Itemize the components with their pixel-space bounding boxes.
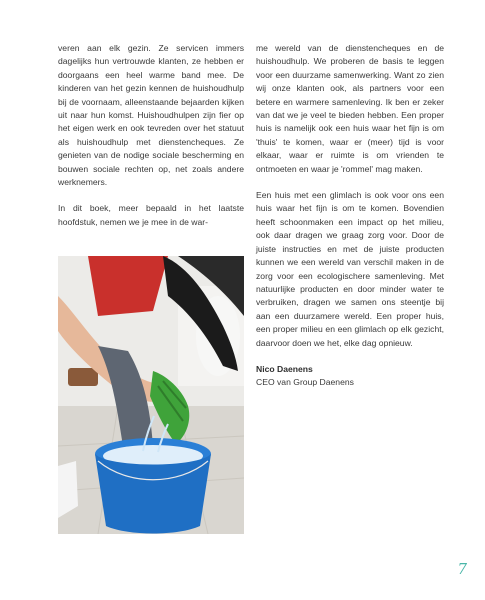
right-column bbox=[256, 42, 444, 390]
left-paragraph-2: In dit boek, meer bepaald in het laatste hoofdstuk, nemen we je mee in de war- bbox=[58, 203, 244, 227]
cleaning-photo bbox=[58, 256, 244, 534]
left-paragraph-1: veren aan elk gezin. Ze servicen immers dagelijks hun vertrouwde klanten, ze hebben er doorgaans een heel warme band mee. De kinderen van het gezin kennen de huishoudhulp bij de voornaam, alleenstaande bejaarden kijken uit naar hun komst. Huishoudhulpen zijn fier op het eigen werk en ook tevreden over het statuut als huishoudhulp met dienstencheques. Ze genieten van de nodige sociale bescherming en bouwen sociale rechten op, net zoals andere werknemers. bbox=[58, 43, 244, 188]
right-paragraph-2: Een huis met een glimlach is ook voor ons een huis waar het fijn is om te komen. Bovendien heeft schoonmaken een impact op het milieu, ook daar dragen we graag zorg voor. Door de juiste instructies en met de juiste producten kunnen we een wereld van verschil maken in de zorg voor een ecologischere samenleving. Met natuurlijke producten en door minder water te verbruiken, dragen we samen ons steentje bij aan een duurzamere wereld. Een proper huis, een proper milieu en een glimlach op elk gezicht, daarvoor doen we het, elke dag opnieuw. bbox=[256, 190, 444, 348]
signature-block bbox=[256, 363, 444, 390]
right-paragraph-1: me wereld van de dienstencheques en de huishoudhulp. We proberen de basis te leggen voor een duurzame samenwerking. Want zo zien wij onze klanten ook, als partners voor een betere en warmere samenleving. Ik ben er zeker van dat we je veel te bieden hebben. Een proper huis is namelijk ook een huis waar het fijn is om 'thuis' te komen, waar er (meer) tijd is voor elkaar, waar er ruimte is om vrienden te ontmoeten en waar je 'rommel' mag maken. bbox=[256, 43, 444, 174]
signature-name: Nico Daenens bbox=[256, 363, 313, 374]
left-column bbox=[58, 42, 244, 242]
page-number: 7 bbox=[457, 560, 467, 578]
signature-title: CEO van Group Daenens bbox=[256, 377, 354, 388]
